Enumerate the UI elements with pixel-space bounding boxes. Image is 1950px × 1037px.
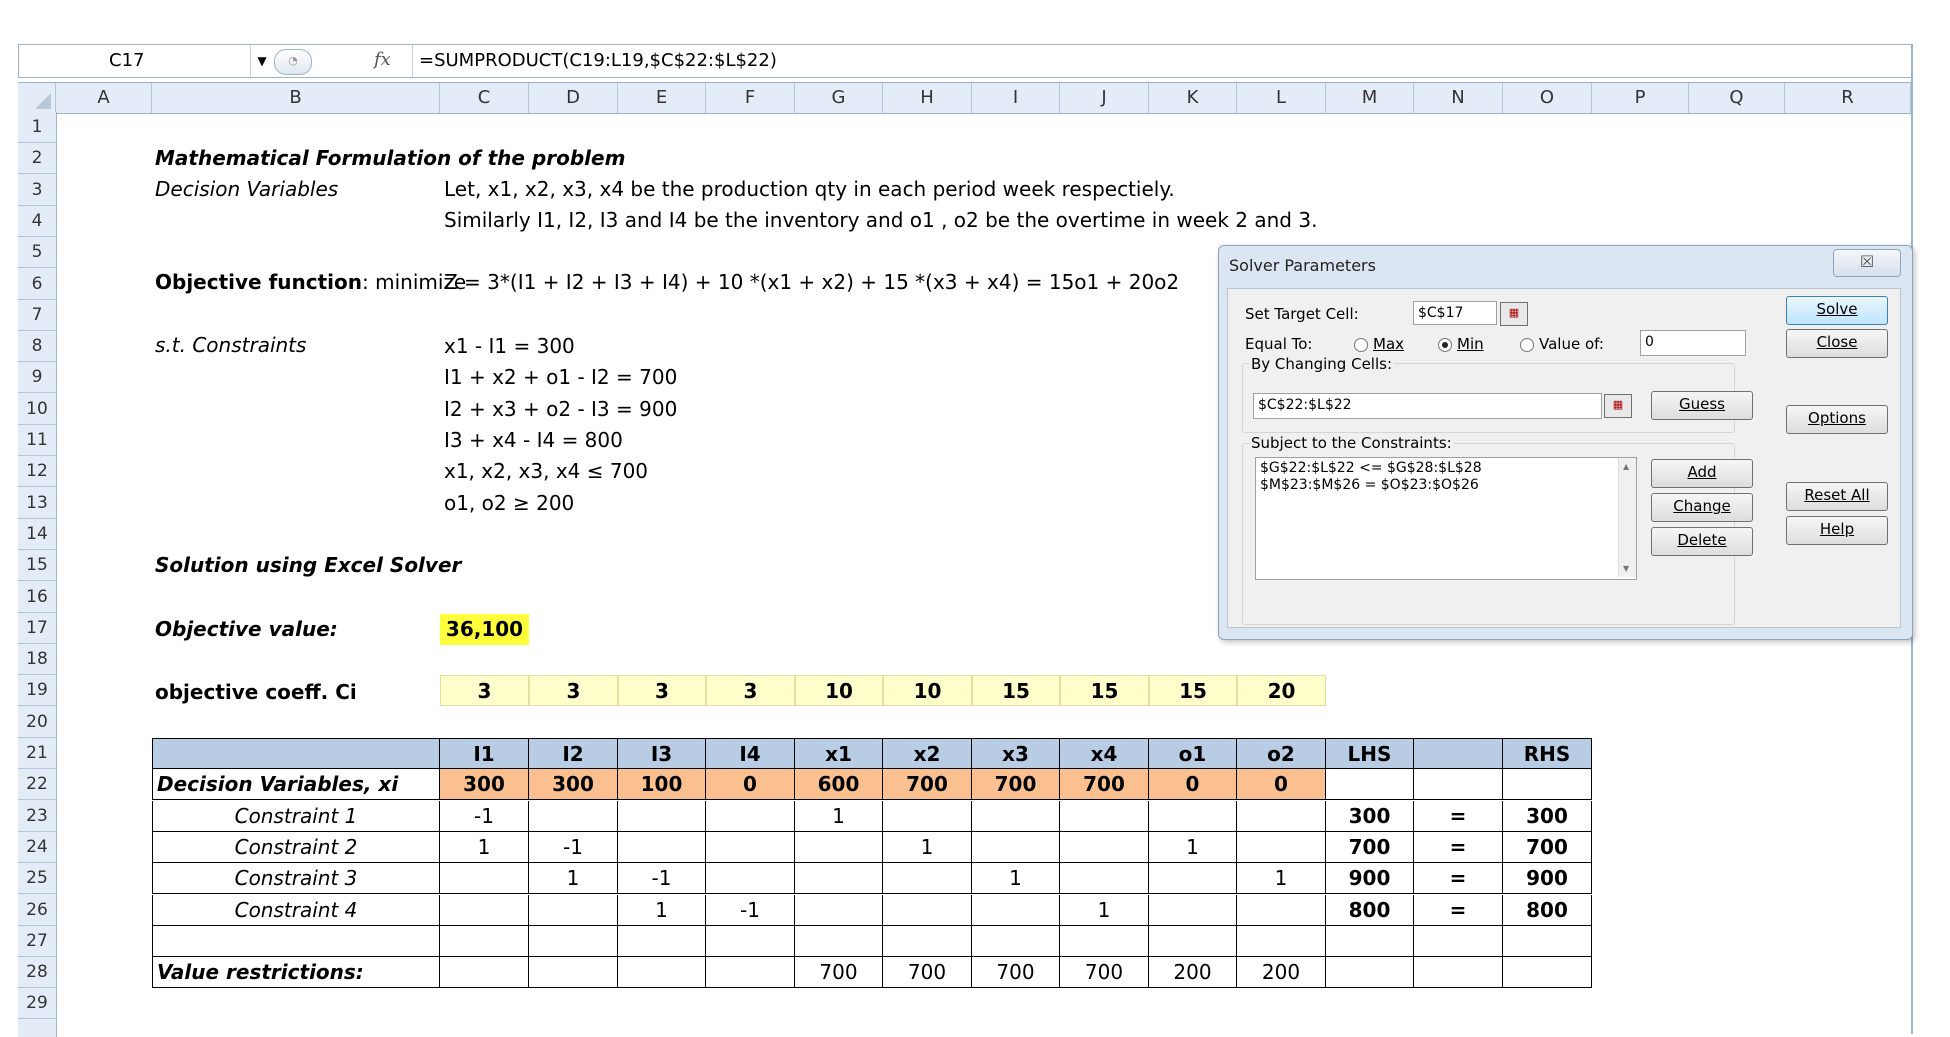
dialog-title: Solver Parameters (1229, 256, 1376, 275)
coef-cell[interactable] (529, 801, 618, 832)
column-header-i[interactable]: I (972, 83, 1060, 113)
lhs-cell[interactable]: 800 (1326, 895, 1414, 926)
coef-cell[interactable]: 1 (440, 832, 529, 863)
name-box-dropdown-icon[interactable]: ▼ (257, 54, 267, 68)
decision-line-2: Similarly I1, I2, I3 and I4 be the inventory and o1 , o2 be the overtime in week 2 and 3. (444, 208, 1318, 232)
eq-cell[interactable]: = (1414, 801, 1503, 832)
min-label[interactable]: Min (1457, 335, 1484, 353)
coef-cell[interactable]: 1 (1060, 895, 1149, 926)
row-header-21[interactable]: 21 (18, 738, 56, 769)
restriction-cell[interactable] (440, 957, 529, 988)
coef-cell[interactable] (706, 801, 795, 832)
table-header: I1 (440, 738, 529, 769)
empty-cell[interactable] (883, 926, 972, 957)
coef-cell[interactable] (1060, 801, 1149, 832)
dialog-close-button[interactable]: ☒ (1833, 249, 1901, 277)
coef-cell[interactable] (972, 895, 1060, 926)
constraint-row-label: Constraint 1 (152, 801, 440, 832)
restriction-cell[interactable] (706, 957, 795, 988)
column-header-j[interactable]: J (1060, 83, 1149, 113)
restriction-cell[interactable]: 700 (972, 957, 1060, 988)
coeff-cell[interactable]: 3 (618, 675, 706, 706)
empty-cell[interactable] (618, 926, 706, 957)
row-header-2[interactable]: 2 (18, 143, 56, 174)
restriction-cell[interactable]: 700 (883, 957, 972, 988)
coef-cell[interactable] (529, 895, 618, 926)
coef-cell[interactable]: 1 (529, 863, 618, 894)
coef-cell[interactable] (706, 832, 795, 863)
coef-cell[interactable]: -1 (529, 832, 618, 863)
row-header-23[interactable]: 23 (18, 801, 56, 832)
coef-cell[interactable] (1237, 895, 1326, 926)
coef-cell[interactable] (883, 863, 972, 894)
objective-value-cell[interactable]: 36,100 (440, 614, 529, 645)
objective-coeff-label: objective coeff. Ci (155, 680, 357, 704)
coef-cell[interactable] (795, 895, 883, 926)
table-header: I4 (706, 738, 795, 769)
row-header-14[interactable]: 14 (18, 519, 56, 550)
eq-cell[interactable]: = (1414, 832, 1503, 863)
coeff-cell[interactable]: 10 (795, 675, 883, 706)
table-header: I2 (529, 738, 618, 769)
value-of-radio[interactable] (1520, 338, 1534, 352)
lhs-cell[interactable]: 300 (1326, 801, 1414, 832)
constraint-row-label: Constraint 2 (152, 832, 440, 863)
coef-cell[interactable]: 1 (795, 801, 883, 832)
coef-cell[interactable] (1060, 863, 1149, 894)
coef-cell[interactable] (883, 801, 972, 832)
column-header-e[interactable]: E (618, 83, 706, 113)
coef-cell[interactable] (440, 895, 529, 926)
empty-cell[interactable] (529, 926, 618, 957)
row-header-1[interactable]: 1 (18, 112, 56, 143)
coef-cell[interactable] (1149, 863, 1237, 894)
select-all-corner[interactable] (18, 83, 56, 113)
table-header: RHS (1503, 738, 1592, 769)
coef-cell[interactable]: -1 (706, 895, 795, 926)
column-header-b[interactable]: B (152, 83, 440, 113)
dv-value-cell[interactable]: 300 (529, 769, 618, 800)
constraint-item-1[interactable]: $G$22:$L$22 <= $G$28:$L$28 (1260, 460, 1482, 476)
coeff-cell[interactable]: 3 (706, 675, 795, 706)
dv-value-cell[interactable]: 0 (706, 769, 795, 800)
dv-value-cell[interactable]: 100 (618, 769, 706, 800)
column-header-m[interactable]: M (1326, 83, 1414, 113)
constraint-item-2[interactable]: $M$23:$M$26 = $O$23:$O$26 (1260, 477, 1479, 493)
row-header-18[interactable]: 18 (18, 644, 56, 675)
heading: Mathematical Formulation of the problem (155, 146, 626, 170)
table-header: o2 (1237, 738, 1326, 769)
dv-value-cell[interactable]: 600 (795, 769, 883, 800)
row-header-26[interactable]: 26 (18, 895, 56, 926)
coeff-cell[interactable]: 15 (1060, 675, 1149, 706)
empty-cell[interactable] (1503, 769, 1592, 800)
constraint-equation: x1 - I1 = 300 (444, 334, 575, 359)
column-header-q[interactable]: Q (1689, 83, 1785, 113)
reset-all-button[interactable]: Reset All (1786, 482, 1888, 511)
dv-value-cell[interactable]: 0 (1149, 769, 1237, 800)
rhs-cell[interactable]: 700 (1503, 832, 1592, 863)
empty-cell[interactable] (706, 926, 795, 957)
table-header: x1 (795, 738, 883, 769)
row-header-8[interactable]: 8 (18, 331, 56, 362)
formula-input[interactable]: =SUMPRODUCT(C19:L19,$C$22:$L$22) (412, 45, 1909, 77)
table-header: I3 (618, 738, 706, 769)
table-header: x3 (972, 738, 1060, 769)
row-header-28[interactable]: 28 (18, 957, 56, 988)
coef-cell[interactable] (706, 863, 795, 894)
empty-cell[interactable] (1326, 957, 1414, 988)
coef-cell[interactable] (1149, 801, 1237, 832)
lhs-cell[interactable]: 700 (1326, 832, 1414, 863)
column-header-p[interactable]: P (1592, 83, 1689, 113)
column-header-f[interactable]: F (706, 83, 795, 113)
restriction-cell[interactable]: 700 (795, 957, 883, 988)
row-header-24[interactable]: 24 (18, 832, 56, 863)
dialog-body (1227, 288, 1901, 628)
st-constraints-label: s.t. Constraints (155, 333, 307, 357)
empty-cell[interactable] (440, 926, 529, 957)
row-header-5[interactable]: 5 (18, 237, 56, 268)
table-header: o1 (1149, 738, 1237, 769)
table-header (1414, 738, 1503, 769)
set-target-input[interactable]: $C$17 (1413, 301, 1497, 325)
row-header-3[interactable]: 3 (18, 175, 56, 206)
restriction-cell[interactable]: 200 (1237, 957, 1326, 988)
solution-label: Solution using Excel Solver (155, 553, 462, 577)
collapse-dialog-icon[interactable]: ▦ (1500, 302, 1528, 326)
empty-cell[interactable] (1414, 926, 1503, 957)
coeff-cell[interactable]: 10 (883, 675, 972, 706)
constraint-row-label: Constraint 4 (152, 895, 440, 926)
coef-cell[interactable]: -1 (440, 801, 529, 832)
empty-cell[interactable] (1237, 926, 1326, 957)
changing-cells-label: By Changing Cells: (1251, 355, 1393, 373)
row-header-22[interactable]: 22 (18, 769, 56, 800)
row-header-16[interactable]: 16 (18, 582, 56, 613)
table-header: x2 (883, 738, 972, 769)
row-header-17[interactable]: 17 (18, 613, 56, 644)
help-button[interactable]: Help (1786, 516, 1888, 545)
row-header-12[interactable]: 12 (18, 456, 56, 487)
cancel-icon[interactable]: ◔ (274, 49, 312, 75)
objective-label-suffix: : minimize (362, 270, 467, 294)
constraint-equation: x1, x2, x3, x4 ≤ 700 (444, 459, 649, 484)
changing-cells-input[interactable]: $C$22:$L$22 (1253, 393, 1602, 419)
formula-bar (18, 44, 1913, 78)
dv-value-cell[interactable]: 300 (440, 769, 529, 800)
equal-to-label: Equal To: (1245, 335, 1313, 353)
table-header: x4 (1060, 738, 1149, 769)
rhs-cell[interactable]: 800 (1503, 895, 1592, 926)
restriction-cell[interactable]: 200 (1149, 957, 1237, 988)
options-button[interactable]: Options (1786, 405, 1888, 434)
min-radio[interactable] (1438, 338, 1452, 352)
constraint-equation: I3 + x4 - I4 = 800 (444, 428, 623, 452)
rhs-cell[interactable]: 300 (1503, 801, 1592, 832)
set-target-label: Set Target Cell: (1245, 305, 1359, 323)
column-header-r[interactable]: R (1785, 83, 1911, 113)
decision-line-1: Let, x1, x2, x3, x4 be the production qty in each period week respectiely. (444, 177, 1175, 201)
row-header-11[interactable]: 11 (18, 425, 56, 456)
coeff-cell[interactable]: 15 (1149, 675, 1237, 706)
objective-value-label: Objective value: (155, 617, 338, 641)
row-header-25[interactable]: 25 (18, 863, 56, 894)
insert-function-icon[interactable]: fx (374, 49, 391, 70)
column-header-c[interactable]: C (440, 83, 529, 113)
dv-value-cell[interactable]: 700 (972, 769, 1060, 800)
eq-cell[interactable]: = (1414, 863, 1503, 894)
coef-cell[interactable] (795, 863, 883, 894)
coef-cell[interactable] (618, 801, 706, 832)
empty-cell[interactable] (795, 926, 883, 957)
row-header-9[interactable]: 9 (18, 362, 56, 393)
name-box[interactable]: C17 (19, 45, 251, 77)
row-header-27[interactable]: 27 (18, 926, 56, 957)
coef-cell[interactable] (795, 832, 883, 863)
coeff-cell[interactable]: 15 (972, 675, 1060, 706)
restriction-cell[interactable] (529, 957, 618, 988)
coef-cell[interactable]: 1 (618, 895, 706, 926)
coef-cell[interactable] (1237, 801, 1326, 832)
solve-button[interactable]: Solve (1786, 296, 1888, 325)
column-header-a[interactable]: A (56, 83, 152, 113)
column-headers (18, 82, 1911, 114)
empty-cell[interactable] (1149, 926, 1237, 957)
coef-cell[interactable]: -1 (618, 863, 706, 894)
constraint-equation: o1, o2 ≥ 200 (444, 490, 575, 515)
coef-cell[interactable] (1237, 832, 1326, 863)
restriction-cell[interactable] (618, 957, 706, 988)
empty-cell[interactable] (1326, 926, 1414, 957)
table-header-blank (152, 738, 440, 769)
coef-cell[interactable]: 1 (1237, 863, 1326, 894)
column-header-g[interactable]: G (795, 83, 883, 113)
constraints-scrollbar[interactable] (1618, 458, 1636, 577)
coef-cell[interactable] (972, 832, 1060, 863)
dv-label: Decision Variables, xi (152, 769, 440, 800)
empty-cell[interactable] (1414, 957, 1503, 988)
close-button[interactable]: Close (1786, 329, 1888, 358)
column-header-o[interactable]: O (1503, 83, 1592, 113)
column-header-l[interactable]: L (1237, 83, 1326, 113)
constraint-row-label: Constraint 3 (152, 863, 440, 894)
row-header-29[interactable]: 29 (18, 988, 56, 1019)
row-header-20[interactable]: 20 (18, 707, 56, 738)
coef-cell[interactable] (883, 895, 972, 926)
constraint-equation: I2 + x3 + o2 - I3 = 900 (444, 396, 678, 421)
solver-parameters-dialog (1218, 245, 1913, 640)
constraints-list[interactable] (1255, 457, 1637, 580)
coef-cell[interactable] (440, 863, 529, 894)
coef-cell[interactable]: 1 (1149, 832, 1237, 863)
dv-value-cell[interactable]: 700 (1060, 769, 1149, 800)
subject-to-label: Subject to the Constraints: (1251, 434, 1452, 452)
dv-value-cell[interactable]: 0 (1237, 769, 1326, 800)
max-label[interactable]: Max (1373, 335, 1405, 353)
objective-label-bold: Objective function (155, 270, 363, 294)
empty-cell[interactable] (972, 926, 1060, 957)
decision-variables-label: Decision Variables (155, 177, 339, 201)
row-header-7[interactable]: 7 (18, 300, 56, 331)
table-header: LHS (1326, 738, 1414, 769)
coef-cell[interactable]: 1 (883, 832, 972, 863)
coeff-cell[interactable]: 3 (529, 675, 618, 706)
column-header-h[interactable]: H (883, 83, 972, 113)
coef-cell[interactable] (618, 832, 706, 863)
empty-cell[interactable] (1326, 769, 1414, 800)
empty-cell[interactable] (1060, 926, 1149, 957)
eq-cell[interactable]: = (1414, 895, 1503, 926)
column-header-k[interactable]: K (1149, 83, 1237, 113)
objective-function-label (155, 267, 467, 298)
guess-button[interactable]: Guess (1651, 391, 1753, 420)
constraint-equation: I1 + x2 + o1 - I2 = 700 (444, 365, 678, 390)
coef-cell[interactable] (1149, 895, 1237, 926)
add-button[interactable]: Add (1651, 459, 1753, 488)
changing-collapse-icon[interactable]: ▦ (1604, 394, 1632, 418)
rhs-cell[interactable]: 900 (1503, 863, 1592, 894)
coeff-cell[interactable]: 20 (1237, 675, 1326, 706)
coeff-cell[interactable]: 3 (440, 675, 529, 706)
dv-value-cell[interactable]: 700 (883, 769, 972, 800)
row-headers (18, 112, 57, 1037)
row-header-19[interactable]: 19 (18, 675, 56, 706)
row-header-10[interactable]: 10 (18, 394, 56, 425)
value-restrictions-label: Value restrictions: (152, 957, 440, 988)
coef-cell[interactable] (1060, 832, 1149, 863)
coef-cell[interactable]: 1 (972, 863, 1060, 894)
row-header-15[interactable]: 15 (18, 550, 56, 581)
column-header-n[interactable]: N (1414, 83, 1503, 113)
coef-cell[interactable] (972, 801, 1060, 832)
row-header-4[interactable]: 4 (18, 206, 56, 237)
column-header-d[interactable]: D (529, 83, 618, 113)
value-of-input[interactable]: 0 (1640, 330, 1746, 356)
max-radio[interactable] (1354, 338, 1368, 352)
empty-cell[interactable] (152, 926, 440, 957)
row-header-6[interactable]: 6 (18, 269, 56, 300)
delete-button[interactable]: Delete (1651, 527, 1753, 556)
change-button[interactable]: Change (1651, 493, 1753, 522)
value-of-label[interactable]: Value of: (1539, 335, 1604, 353)
row-header-13[interactable]: 13 (18, 488, 56, 519)
objective-expression: Z = 3*(I1 + I2 + I3 + I4) + 10 *(x1 + x2) + 15 *(x3 + x4) = 15o1 + 20o2 (444, 270, 1180, 294)
scroll-up-icon[interactable]: ▲ (1623, 462, 1630, 471)
restriction-cell[interactable]: 700 (1060, 957, 1149, 988)
empty-cell[interactable] (1503, 957, 1592, 988)
empty-cell[interactable] (1414, 769, 1503, 800)
scroll-down-icon[interactable]: ▼ (1623, 564, 1630, 573)
empty-cell[interactable] (1503, 926, 1592, 957)
lhs-cell[interactable]: 900 (1326, 863, 1414, 894)
